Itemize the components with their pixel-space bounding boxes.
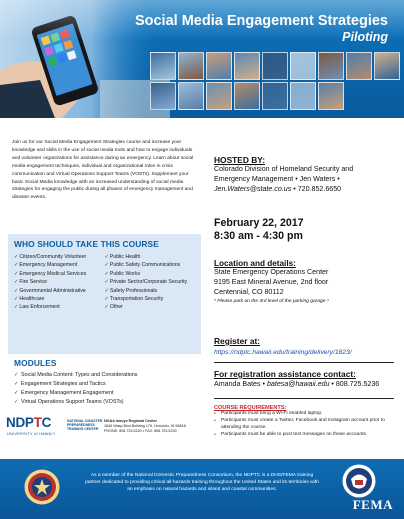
ndptc-center-name: NATIONAL DISASTER PREPAREDNESS TRAINING CENTER <box>67 419 103 432</box>
requirement-item: • Participants must bring a Wi-Fi enabled laptop. <box>214 411 323 417</box>
parking-note: * Please park on the 3rd level of the parking garage * <box>214 298 329 304</box>
audience-panel <box>8 234 201 354</box>
check-icon: ✓ <box>14 262 19 269</box>
requirement-item: • Participants must create a Twitter, Facebook and Instagram account prior to attending the course. <box>214 417 385 430</box>
event-date: February 22, 2017 <box>214 217 304 229</box>
audience-item: ✓Other <box>104 304 123 311</box>
people-photo-tile <box>206 52 232 80</box>
event-time: 8:30 am - 4:30 pm <box>214 230 303 242</box>
check-icon: ✓ <box>104 287 109 294</box>
fema-logo: FEMA <box>352 497 393 512</box>
bullet-icon: • <box>214 411 216 417</box>
people-photo-tile <box>206 82 232 110</box>
module-item: ✓ Engagement Strategies and Tactics <box>14 381 106 388</box>
people-photo-tile <box>346 52 372 80</box>
check-icon: ✓ <box>104 304 109 311</box>
audience-item: ✓Emergency Medical Services <box>14 270 87 277</box>
location-heading: Location and details: <box>214 259 296 268</box>
ndptc-logo: NDPTC <box>6 415 52 430</box>
check-icon: ✓ <box>14 254 19 260</box>
ndptc-address: NOAA Inouye Regional Center 1845 Wasp Blvd Building 176, Honolulu, HI 96818 PHONE: 808.725.5220 • FAX: 808.725.5230 <box>104 419 186 433</box>
assistance-email[interactable]: batesa@hawaii.edu <box>266 380 330 388</box>
audience-list-right <box>105 253 196 312</box>
requirements-section <box>214 405 400 439</box>
consortium-seal-icon <box>24 469 60 505</box>
ndptc-logo-block <box>6 413 210 453</box>
page-subtitle: Piloting <box>342 30 388 44</box>
check-icon: ✓ <box>14 279 19 286</box>
assistance-contact: Amanda Bates • batesa@hawaii.edu • 808.725.5236 <box>214 380 380 388</box>
footer-description: As a member of the National Domestic Preparedness Consortium, the NDPTC is a DHS/FEMA training partner dedicated to providing critical all-hazards training throughout the United States and its territories with an emphasis on natural hazards and island and coastal communities. <box>85 473 319 492</box>
audience-item: ✓Citizen/Community Volunteer <box>14 254 87 260</box>
audience-item: ✓Private Sector/Corporate Security <box>104 279 188 286</box>
people-photo-tile <box>234 52 260 80</box>
audience-list-left <box>14 253 105 312</box>
audience-item: ✓Transportation Security <box>104 296 164 303</box>
people-photo-tile <box>262 52 288 80</box>
check-icon: ✓ <box>14 390 19 397</box>
check-icon: ✓ <box>104 270 109 277</box>
date-time-section <box>214 217 400 243</box>
assistance-section <box>214 369 400 390</box>
page-title: Social Media Engagement Strategies <box>134 13 388 29</box>
audience-heading: WHO SHOULD TAKE THIS COURSE <box>14 239 159 249</box>
people-photo-tile <box>150 52 176 80</box>
check-icon: ✓ <box>14 296 19 303</box>
audience-item: ✓Public Health <box>104 254 141 260</box>
audience-item: ✓Safety Professionals <box>104 287 158 294</box>
location-line: State Emergency Operations Center <box>214 268 329 276</box>
people-photo-tile <box>318 52 344 80</box>
register-heading: Register at: <box>214 336 261 346</box>
bullet-icon: • <box>214 417 216 424</box>
header-banner <box>0 0 404 118</box>
audience-item: ✓Law Enforcement <box>14 304 60 311</box>
people-photo-tile <box>318 82 344 110</box>
modules-section <box>14 358 204 407</box>
check-icon: ✓ <box>104 296 109 303</box>
check-icon: ✓ <box>104 262 109 269</box>
people-photo-tile <box>234 82 260 110</box>
check-icon: ✓ <box>14 287 19 294</box>
people-photo-tile <box>150 82 176 110</box>
location-line: Centennial, CO 80112 <box>214 287 284 296</box>
check-icon: ✓ <box>104 279 109 286</box>
people-photo-tile <box>262 82 288 110</box>
check-icon: ✓ <box>104 254 109 260</box>
audience-item: ✓Emergency Management <box>14 262 78 269</box>
register-link[interactable]: https://ndptc.hawaii.edu/training/delivery/1823/ <box>214 349 352 356</box>
assistance-heading: For registration assistance contact: <box>214 369 356 379</box>
bullet-icon: • <box>214 431 216 438</box>
location-section <box>214 259 400 304</box>
audience-item: ✓Healthcare <box>14 296 45 303</box>
people-photo-tile <box>374 52 400 80</box>
university-name: UNIVERSITY of HAWAI'I <box>7 432 56 436</box>
module-item: ✓ Social Media Content: Types and Considerations <box>14 372 138 378</box>
hosted-email[interactable]: Jen.Waters@state.co.us <box>214 184 292 193</box>
check-icon: ✓ <box>14 304 19 311</box>
hosted-by-section <box>214 155 400 195</box>
module-item: ✓ Emergency Management Engagement <box>14 390 114 397</box>
footer-banner <box>0 459 404 519</box>
register-section <box>214 336 400 356</box>
course-description: Join us for our Social Media Engagement Strategies course and increase your knowledge and skills in the use of social media tools and how to engage individuals and volunteer organizations for assistance during an emergency. Learn about social media engagement techniques, individual and organizational roles in crisis communication and Virtual Operations Support Teams (VOSTs). Supplement your basic Social Media knowledge with an increased understanding of social media strategies for engaging the public during all phases of emergency management and disaster events. <box>12 140 194 201</box>
hosted-heading: HOSTED BY: <box>214 155 266 165</box>
check-icon: ✓ <box>14 381 19 388</box>
check-icon: ✓ <box>14 399 19 406</box>
people-photo-grid <box>150 52 400 110</box>
audience-item: ✓Public Safety Communications <box>104 262 181 269</box>
modules-heading: MODULES <box>14 358 57 368</box>
check-icon: ✓ <box>14 270 19 277</box>
audience-item: ✓Governmental Administrative <box>14 287 86 294</box>
location-line: 9195 East Mineral Avenue, 2nd floor <box>214 277 329 286</box>
hosted-line: Emergency Management • Jen Waters • <box>214 174 340 183</box>
people-photo-tile <box>290 52 316 80</box>
hosted-line: Colorado Division of Homeland Security and <box>214 165 354 173</box>
people-photo-tile <box>178 82 204 110</box>
people-photo-tile <box>178 52 204 80</box>
requirements-heading: COURSE REQUIREMENTS: <box>214 405 287 411</box>
divider <box>214 398 394 399</box>
dhs-seal-icon <box>342 464 376 498</box>
module-item: ✓ Virtual Operations Support Teams (VOSTs) <box>14 399 124 406</box>
audience-item: ✓Public Works <box>104 270 141 277</box>
people-photo-tile <box>290 82 316 110</box>
requirement-item: • Participants must be able to post test messages on these accounts. <box>214 431 368 438</box>
divider <box>214 362 394 363</box>
hosted-contact: Jen.Waters@state.co.us • 720.852.6650 <box>214 184 342 193</box>
audience-item: ✓Fire Service <box>14 279 48 286</box>
check-icon: ✓ <box>14 372 19 378</box>
